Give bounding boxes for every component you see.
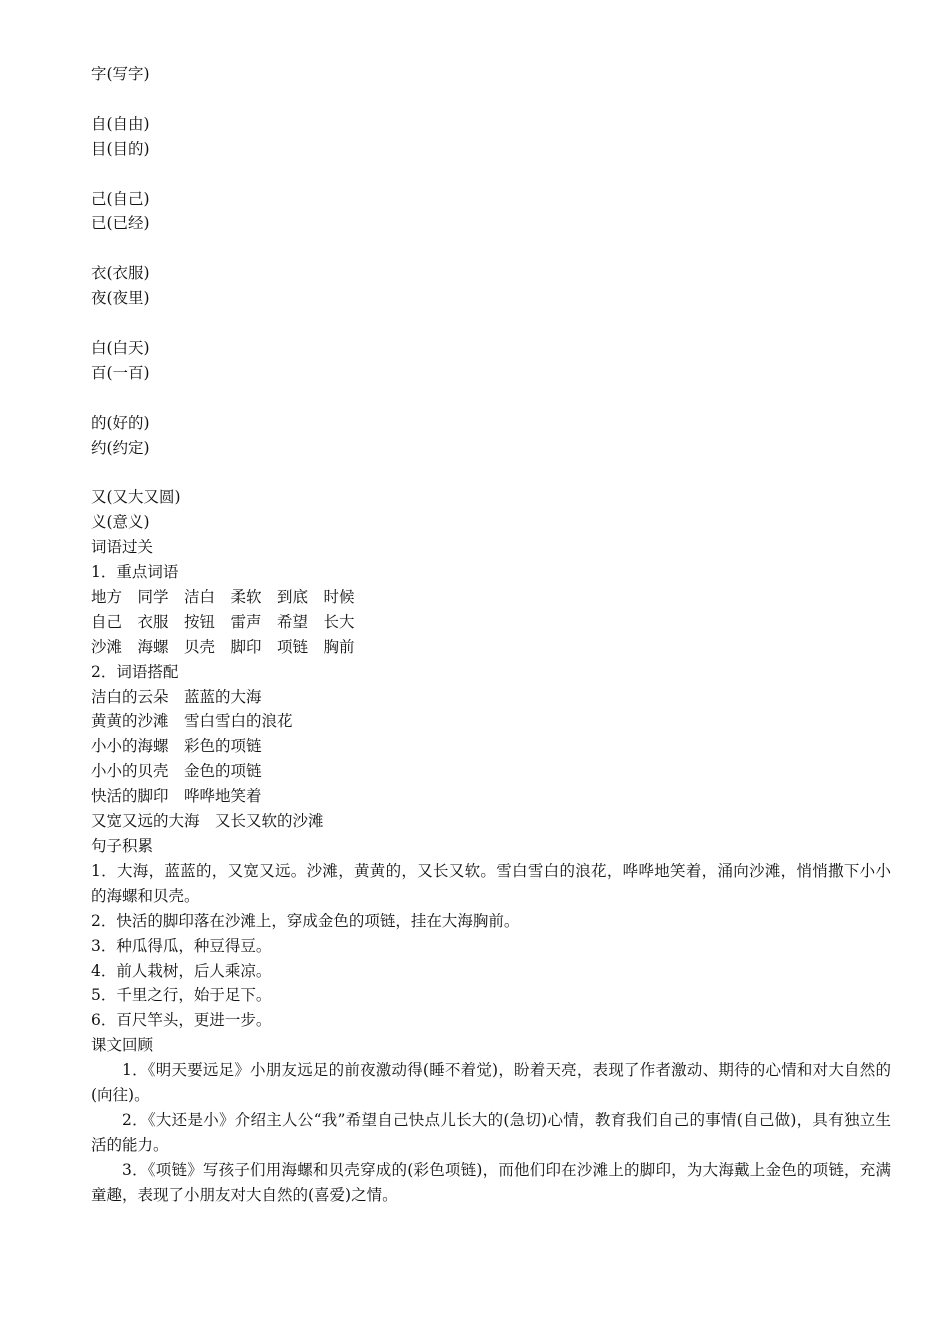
char-line: 已(已经) xyxy=(91,214,150,233)
word-match-row: 小小的海螺 彩色的项链 xyxy=(91,737,262,756)
char-line: 夜(夜里) xyxy=(91,289,150,308)
words-section xyxy=(91,535,891,834)
document-content xyxy=(91,62,891,1208)
section-heading-words: 词语过关 xyxy=(91,538,154,557)
blank-line xyxy=(91,236,891,261)
key-words-row: 自己 衣服 按钮 雷声 希望 长大 xyxy=(91,612,355,631)
word-match-row: 洁白的云朵 蓝蓝的大海 xyxy=(91,687,262,706)
word-match-title: 2．词语搭配 xyxy=(91,662,179,681)
review-item: 1．《明天要远足》小朋友远足的前夜激动得(睡不着觉)，盼着天亮，表现了作者激动、期待的心情和对大自然的(向往)。 xyxy=(91,1061,891,1105)
blank-line xyxy=(91,460,891,485)
review-section xyxy=(91,1033,891,1207)
word-match-row: 快活的脚印 哗哗地笑着 xyxy=(91,787,262,806)
key-words-row: 地方 同学 洁白 柔软 到底 时候 xyxy=(91,587,355,606)
char-line: 字(写字) xyxy=(91,65,150,83)
word-match-row: 小小的贝壳 金色的项链 xyxy=(91,762,262,781)
blank-line xyxy=(91,87,891,112)
char-line: 义(意义) xyxy=(91,513,150,532)
key-words-row: 沙滩 海螺 贝壳 脚印 项链 胸前 xyxy=(91,637,355,656)
blank-line xyxy=(91,386,891,411)
sentence-item: 5．千里之行，始于足下。 xyxy=(91,986,272,1005)
sentence-item: 6．百尺竿头，更进一步。 xyxy=(91,1011,272,1030)
sentence-item: 4．前人栽树，后人乘凉。 xyxy=(91,961,272,980)
character-pairs xyxy=(91,62,891,535)
blank-line xyxy=(91,311,891,336)
section-heading-sentences: 句子积累 xyxy=(91,837,154,855)
char-line: 的(好的) xyxy=(91,413,150,432)
section-heading-review: 课文回顾 xyxy=(91,1036,154,1055)
char-line: 己(自己) xyxy=(91,189,150,208)
char-line: 衣(衣服) xyxy=(91,264,150,283)
review-item: 2．《大还是小》介绍主人公“我”希望自己快点儿长大的(急切)心情，教育我们自己的事情(自己做)，具有独立生活的能力。 xyxy=(91,1110,891,1154)
sentence-item: 3．种瓜得瓜，种豆得豆。 xyxy=(91,936,272,955)
review-item: 3．《项链》写孩子们用海螺和贝壳穿成的(彩色项链)，而他们印在沙滩上的脚印，为大海戴上金色的项链，充满童趣，表现了小朋友对大自然的(喜爱)之情。 xyxy=(91,1160,891,1204)
char-line: 百(一百) xyxy=(91,363,150,382)
word-match-row: 又宽又远的大海 又长又软的沙滩 xyxy=(91,812,324,831)
char-line: 白(白天) xyxy=(91,338,150,357)
char-line: 自(自由) xyxy=(91,114,150,133)
sentence-item: 1．大海，蓝蓝的，又宽又远。沙滩，黄黄的，又长又软。雪白雪白的浪花，哗哗地笑着，涌向沙滩，悄悄撒下小小的海螺和贝壳。 xyxy=(91,861,891,905)
char-line: 又(又大又圆) xyxy=(91,488,181,507)
char-line: 约(约定) xyxy=(91,438,150,457)
char-line: 目(目的) xyxy=(91,139,150,158)
key-words-title: 1．重点词语 xyxy=(91,563,179,582)
word-match-row: 黄黄的沙滩 雪白雪白的浪花 xyxy=(91,712,293,731)
sentences-section xyxy=(91,834,891,1033)
blank-line xyxy=(91,162,891,187)
sentence-item: 2．快活的脚印落在沙滩上，穿成金色的项链，挂在大海胸前。 xyxy=(91,911,520,930)
